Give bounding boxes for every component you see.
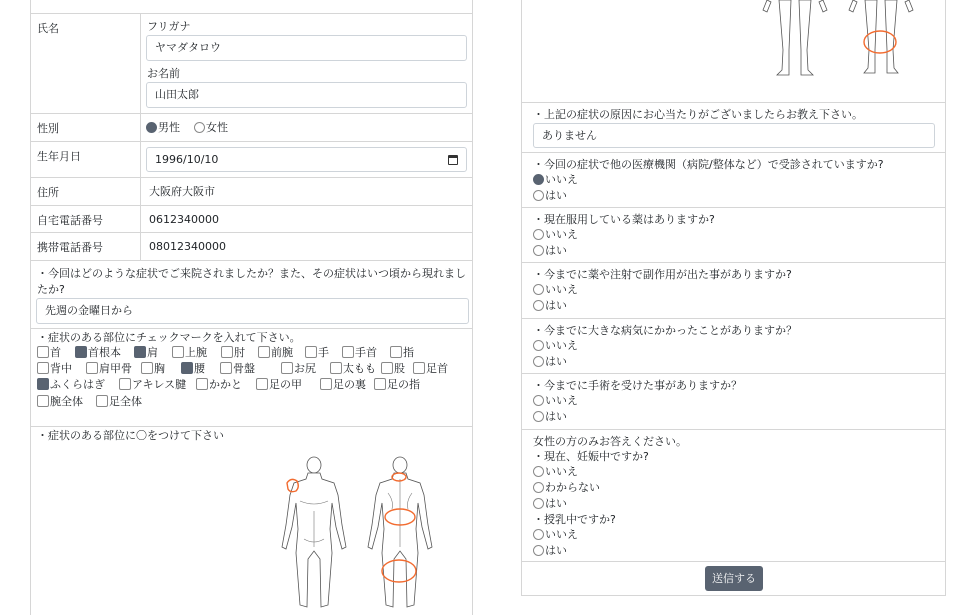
body-part-option[interactable] <box>96 395 142 409</box>
body-diagram[interactable] <box>276 455 446 613</box>
body-part-checkbox[interactable] <box>330 362 342 374</box>
furigana-input[interactable]: ヤマダタロウ <box>146 35 467 61</box>
cause-section <box>522 102 945 152</box>
pregnant-question: ・現在、妊娠中ですか? <box>533 450 649 463</box>
medication-option-yes[interactable]: はい <box>533 244 567 258</box>
body-part-option[interactable] <box>37 362 72 376</box>
body-part-option[interactable] <box>172 346 207 360</box>
address-value[interactable]: 大阪府大阪市 <box>149 185 215 198</box>
home-phone-value[interactable]: 0612340000 <box>149 213 219 226</box>
side-effect-section <box>522 262 945 318</box>
body-part-option[interactable] <box>37 346 61 360</box>
body-part-checkbox[interactable] <box>258 346 270 358</box>
body-part-checkbox[interactable] <box>75 346 87 358</box>
other-clinic-section <box>522 152 945 207</box>
side-effect-no-radio[interactable] <box>533 284 544 295</box>
home-phone-label: 自宅電話番号 <box>31 206 141 232</box>
body-part-label: 肩甲骨 <box>99 362 132 375</box>
body-part-label: お尻 <box>294 362 316 375</box>
body-part-label: 肘 <box>234 346 245 359</box>
body-part-option[interactable] <box>374 378 420 392</box>
surgery-no-radio[interactable] <box>533 395 544 406</box>
body-part-checkbox[interactable] <box>37 395 49 407</box>
side-effect-question: ・今までに薬や注射で副作用が出た事がありますか? <box>533 268 792 281</box>
surgery-option-no[interactable]: いいえ <box>533 394 578 408</box>
illness-option-yes[interactable]: はい <box>533 355 567 369</box>
body-part-option[interactable] <box>256 378 302 392</box>
illness-yes-radio[interactable] <box>533 356 544 367</box>
body-part-label: 足全体 <box>109 395 142 408</box>
illness-no-radio[interactable] <box>533 340 544 351</box>
body-part-label: 首 <box>50 346 61 359</box>
female-section <box>522 429 945 561</box>
gender-label: 性別 <box>31 114 141 141</box>
body-parts-question: ・症状のある部位にチェックマークを入れて下さい。 <box>37 331 301 344</box>
medication-section <box>522 207 945 262</box>
body-part-option[interactable] <box>330 362 376 376</box>
body-part-label: 指 <box>403 346 414 359</box>
mobile-phone-row <box>31 232 472 260</box>
patient-info-table <box>30 0 473 615</box>
pregnant-option-no[interactable]: いいえ <box>533 465 578 479</box>
body-part-label: 足首 <box>426 362 448 375</box>
body-part-label: 足の裏 <box>333 378 366 391</box>
body-part-option[interactable] <box>134 346 158 360</box>
other-clinic-yes-radio[interactable] <box>533 190 544 201</box>
body-part-option[interactable] <box>37 378 105 392</box>
other-clinic-question: ・今回の症状で他の医療機関（病院/整体など）で受診されていますか? <box>533 158 884 171</box>
body-part-option[interactable] <box>75 346 121 360</box>
mobile-phone-label: 携帯電話番号 <box>31 233 141 260</box>
home-phone-row <box>31 205 472 232</box>
surgery-yes-radio[interactable] <box>533 411 544 422</box>
body-part-label: 足の甲 <box>269 378 302 391</box>
body-part-option[interactable] <box>258 346 293 360</box>
body-part-label: 首根本 <box>88 346 121 359</box>
name-sub-label: お名前 <box>147 67 180 80</box>
medication-no-radio[interactable] <box>533 229 544 240</box>
symptom-question: ・今回はどのような症状でご来院されましたか？また、その症状はいつ頃から現れましたか? <box>37 267 466 296</box>
body-part-label: 背中 <box>50 362 72 375</box>
body-diagram-row <box>31 426 472 615</box>
nursing-option-yes[interactable]: はい <box>533 544 567 558</box>
calendar-icon[interactable] <box>448 155 458 165</box>
body-part-checkbox[interactable] <box>134 346 146 358</box>
furigana-label: フリガナ <box>147 20 191 33</box>
body-part-checkbox[interactable] <box>320 378 332 390</box>
side-effect-option-yes[interactable]: はい <box>533 299 567 313</box>
questionnaire-panel <box>521 0 946 596</box>
other-clinic-no-radio[interactable] <box>533 174 544 185</box>
body-part-checkbox[interactable] <box>381 362 393 374</box>
body-part-label: かかと <box>209 378 242 391</box>
body-part-checkbox[interactable] <box>181 362 193 374</box>
body-part-checkbox[interactable] <box>96 395 108 407</box>
submit-button[interactable]: 送信する <box>705 566 763 591</box>
body-part-option[interactable] <box>413 362 448 376</box>
body-part-checkbox[interactable] <box>374 378 386 390</box>
name-row <box>31 13 472 113</box>
gender-row <box>31 113 472 141</box>
gender-option-female[interactable]: 女性 <box>194 121 228 135</box>
body-part-checkbox[interactable] <box>305 346 317 358</box>
body-part-checkbox[interactable] <box>342 346 354 358</box>
birthday-input[interactable]: 1996/10/10 <box>146 147 467 172</box>
body-part-label: 太もも <box>343 362 376 375</box>
pregnant-no-radio[interactable] <box>533 466 544 477</box>
cause-input[interactable]: ありません <box>533 123 935 148</box>
back-legs-icon <box>849 0 913 73</box>
body-part-label: 腰 <box>194 362 205 375</box>
nursing-yes-radio[interactable] <box>533 545 544 556</box>
medication-question: ・現在服用している薬はありますか? <box>533 213 715 226</box>
back-figure-icon <box>368 457 432 607</box>
body-part-checkbox[interactable] <box>141 362 153 374</box>
body-part-checkbox[interactable] <box>221 346 233 358</box>
body-part-checkbox[interactable] <box>37 362 49 374</box>
body-part-option[interactable] <box>141 362 165 376</box>
body-part-label: 足の指 <box>387 378 420 391</box>
birthday-label: 生年月日 <box>31 142 141 177</box>
body-part-checkbox[interactable] <box>37 378 49 390</box>
body-part-checkbox[interactable] <box>37 346 49 358</box>
birthday-row <box>31 141 472 177</box>
other-clinic-option-no[interactable]: いいえ <box>533 173 578 187</box>
nursing-question: ・授乳中ですか? <box>533 513 616 526</box>
illness-section <box>522 318 945 373</box>
body-part-label: 骨盤 <box>233 362 255 375</box>
body-part-checkbox[interactable] <box>413 362 425 374</box>
nursing-option-no[interactable]: いいえ <box>533 528 578 542</box>
illness-option-no[interactable]: いいえ <box>533 339 578 353</box>
medication-yes-radio[interactable] <box>533 245 544 256</box>
surgery-option-yes[interactable]: はい <box>533 410 567 424</box>
cause-question: ・上記の症状の原因にお心当たりがございましたらお教え下さい。 <box>533 108 863 121</box>
body-part-option[interactable] <box>196 378 242 392</box>
pregnant-yes-radio[interactable] <box>533 498 544 509</box>
body-part-label: 股 <box>394 362 405 375</box>
body-part-label: 手首 <box>355 346 377 359</box>
pregnant-option-yes[interactable]: はい <box>533 497 567 511</box>
body-part-label: 前腕 <box>271 346 293 359</box>
mobile-phone-value[interactable]: 08012340000 <box>149 240 226 253</box>
body-part-option[interactable] <box>221 346 245 360</box>
body-part-option[interactable] <box>281 362 316 376</box>
gender-male-radio[interactable] <box>146 122 157 133</box>
body-part-option[interactable] <box>220 362 255 376</box>
body-part-label: 肩 <box>147 346 158 359</box>
body-diagram-legs <box>757 0 927 80</box>
body-part-option[interactable] <box>37 395 83 409</box>
pregnant-option-unknown[interactable]: わからない <box>533 481 600 495</box>
body-part-option[interactable] <box>86 362 132 376</box>
body-part-checkbox[interactable] <box>196 378 208 390</box>
body-part-option[interactable] <box>390 346 414 360</box>
illness-question: ・今までに大きな病気にかかったことがありますか？ <box>533 324 797 337</box>
body-part-label: 手 <box>318 346 329 359</box>
name-input[interactable]: 山田太郎 <box>146 82 467 108</box>
gender-female-radio[interactable] <box>194 122 205 133</box>
side-effect-yes-radio[interactable] <box>533 300 544 311</box>
body-part-label: ふくらはぎ <box>50 378 105 391</box>
medication-option-no[interactable]: いいえ <box>533 228 578 242</box>
body-part-checkbox[interactable] <box>220 362 232 374</box>
gender-option-male[interactable]: 男性 <box>146 121 180 135</box>
symptom-question-row <box>31 260 472 328</box>
body-part-checkbox[interactable] <box>86 362 98 374</box>
nursing-no-radio[interactable] <box>533 529 544 540</box>
address-label: 住所 <box>31 178 141 205</box>
body-part-option[interactable] <box>305 346 329 360</box>
body-part-checkbox[interactable] <box>390 346 402 358</box>
body-part-option[interactable] <box>181 362 205 376</box>
body-parts-row <box>31 328 472 426</box>
other-clinic-option-yes[interactable]: はい <box>533 189 567 203</box>
body-part-option[interactable] <box>320 378 366 392</box>
circle-question: ・症状のある部位に〇をつけて下さい <box>37 429 224 442</box>
body-part-checkbox[interactable] <box>281 362 293 374</box>
surgery-section <box>522 373 945 429</box>
surgery-question: ・今までに手術を受けた事がありますか？ <box>533 379 742 392</box>
body-part-option[interactable] <box>342 346 377 360</box>
body-part-label: 上腕 <box>185 346 207 359</box>
body-part-option[interactable] <box>119 378 186 392</box>
female-note: 女性の方のみお答えください。 <box>533 435 687 448</box>
body-part-checkbox[interactable] <box>172 346 184 358</box>
body-part-label: 腕全体 <box>50 395 83 408</box>
body-part-checkbox[interactable] <box>256 378 268 390</box>
body-part-option[interactable] <box>381 362 405 376</box>
front-legs-icon <box>763 0 827 75</box>
name-label: 氏名 <box>31 14 141 113</box>
address-row <box>31 177 472 205</box>
symptom-answer-input[interactable]: 先週の金曜日から <box>36 298 469 324</box>
side-effect-option-no[interactable]: いいえ <box>533 283 578 297</box>
pregnant-unknown-radio[interactable] <box>533 482 544 493</box>
body-part-checkbox[interactable] <box>119 378 131 390</box>
body-part-label: 胸 <box>154 362 165 375</box>
body-part-label: アキレス腱 <box>132 378 187 391</box>
